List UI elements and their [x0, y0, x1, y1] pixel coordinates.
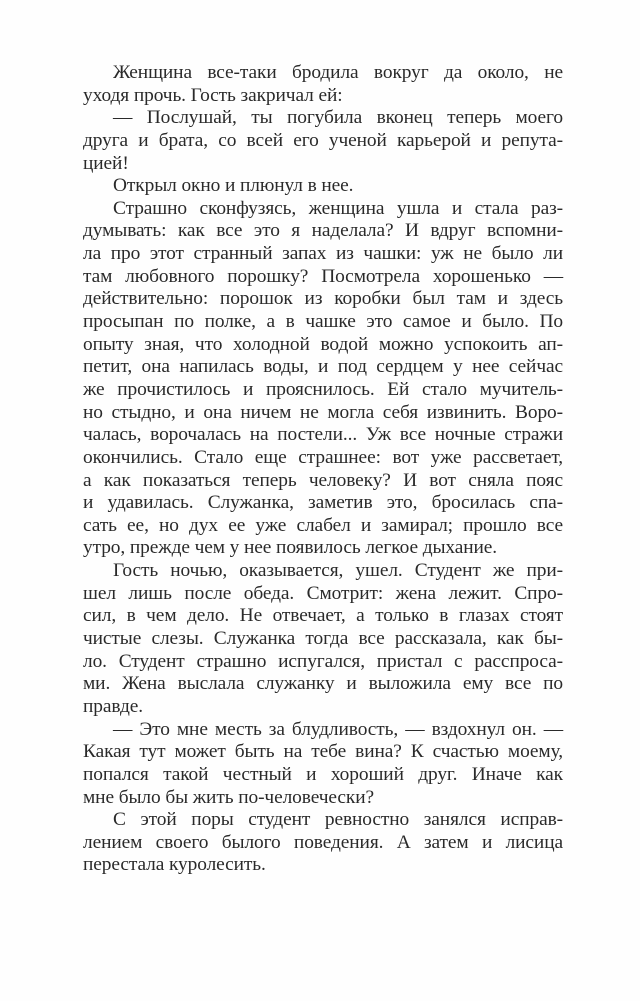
- text-line: попался такой честный и хороший друг. Иначе как: [83, 763, 563, 785]
- text-line: уходя прочь. Гость закричал ей:: [83, 84, 343, 106]
- text-line: чистые слезы. Служанка тогда все рассказала, как бы-: [83, 628, 563, 650]
- paragraph-first-line: Страшно сконфузясь, женщина ушла и стала раз-: [113, 197, 563, 219]
- paragraph-first-line: Гость ночью, оказывается, ушел. Студент же при-: [113, 560, 563, 582]
- text-line: шел лишь после обеда. Смотрит: жена лежит. Спро-: [83, 582, 563, 604]
- text-line: друга и брата, со всей его ученой карьерой и репута-: [83, 129, 563, 151]
- text-line: сил, в чем дело. Не отвечает, а только в глазах стоят: [83, 605, 563, 627]
- paragraph-first-line: — Послушай, ты погубила вконец теперь моего: [113, 107, 563, 129]
- text-line: утро, прежде чем у нее появилось легкое дыхание.: [83, 537, 498, 559]
- text-line: думывать: как все это я наделала? И вдруг вспомни-: [83, 220, 563, 242]
- text-line: там любовного порошку? Посмотрела хорошенько —: [83, 265, 563, 287]
- paragraph-first-line: Женщина все-таки бродила вокруг да около, не: [113, 62, 563, 83]
- text-line: ла про этот странный запах из чашки: уж не было ли: [83, 243, 563, 265]
- text-line: опыту зная, что холодной водой можно успокоить ап-: [83, 333, 563, 355]
- paragraph-first-line: С этой поры студент ревностно занялся исправ-: [113, 809, 563, 831]
- text-line: Какая тут может быть на тебе вина? К счастью моему,: [83, 741, 563, 763]
- paragraph-first-line: Открыл окно и плюнул в нее.: [113, 175, 354, 197]
- text-line: ми. Жена выслала служанку и выложила ему все по: [83, 673, 563, 695]
- text-line: чалась, ворочалась на постели... Уж все ночные стражи: [83, 424, 563, 446]
- text-line: цией!: [83, 152, 129, 174]
- text-line: сать ее, но дух ее уже слабел и замирал; прошло все: [83, 514, 563, 536]
- text-line: но стыдно, и она ничем не могла себя извинить. Воро-: [83, 401, 563, 423]
- paragraph-first-line: — Это мне месть за блудливость, — вздохнул он. —: [113, 718, 563, 740]
- book-page: [83, 62, 563, 877]
- page-text-body: [83, 62, 563, 877]
- text-line: лением своего былого поведения. А затем и лисица: [83, 831, 563, 853]
- text-line: правде.: [83, 695, 143, 717]
- text-line: и удавилась. Служанка, заметив это, бросилась спа-: [83, 492, 563, 514]
- text-line: перестала куролесить.: [83, 854, 266, 876]
- text-line: мне было бы жить по-человечески?: [83, 786, 374, 808]
- text-line: ло. Студент страшно испугался, пристал с расспроса-: [83, 650, 563, 672]
- text-line: просыпан по полке, а в чашке это самое и было. По: [83, 311, 563, 333]
- text-line: петит, она напилась воды, и под сердцем у нее сейчас: [83, 356, 563, 378]
- text-line: действительно: порошок из коробки был там и здесь: [83, 288, 563, 310]
- text-line: окончились. Стало еще страшнее: вот уже рассветает,: [83, 446, 563, 468]
- text-line: же прочистилось и прояснилось. Ей стало мучитель-: [83, 378, 563, 400]
- text-line: а как показаться теперь человеку? И вот сняла пояс: [83, 469, 563, 491]
